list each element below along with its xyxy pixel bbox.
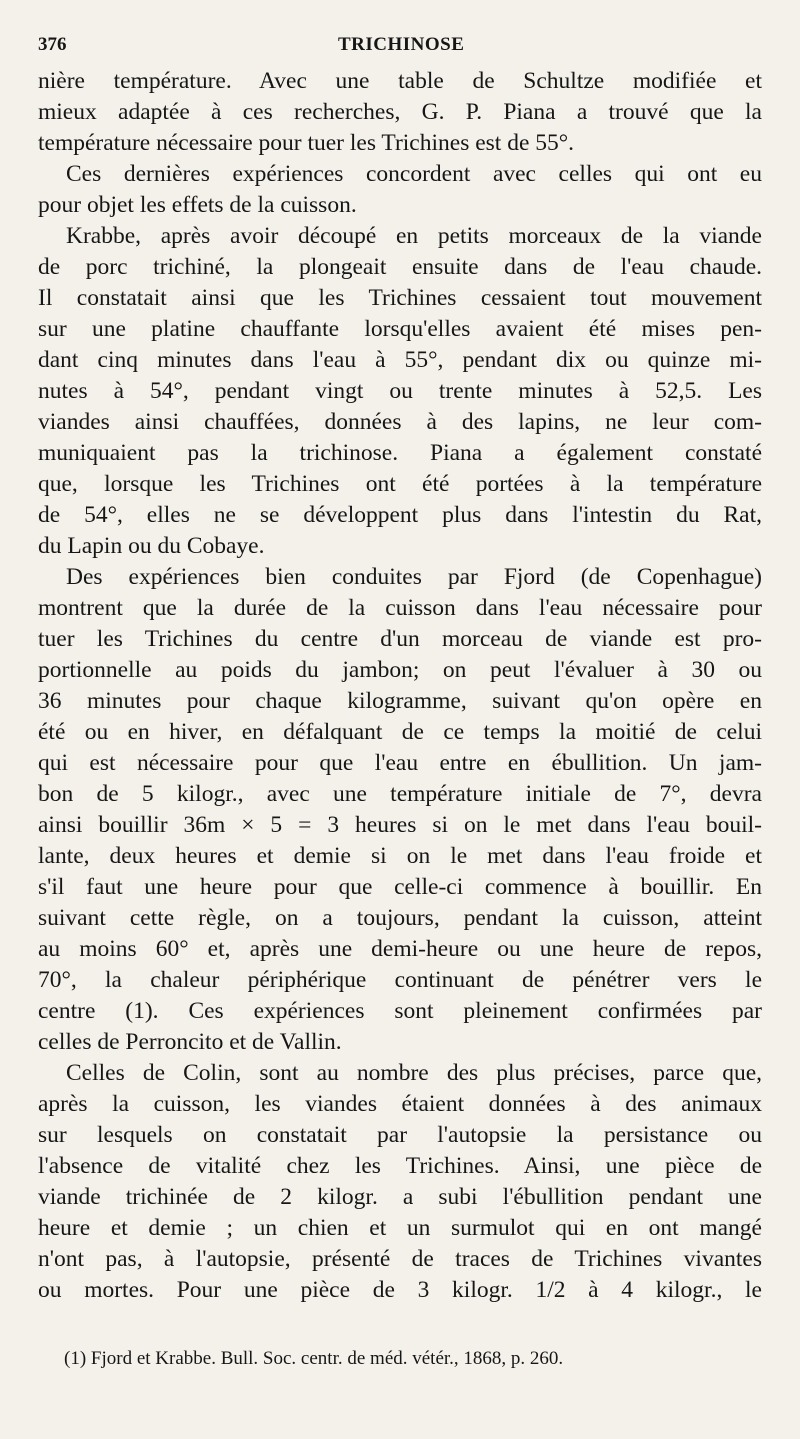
text-line: de porc trichiné, la plongeait ensuite dans de l'eau chaude. — [38, 254, 762, 280]
text-line: l'absence de vitalité chez les Trichines. Ainsi, une pièce de — [38, 1153, 762, 1179]
text-line: du Lapin ou du Cobaye. — [38, 533, 265, 559]
footnote: (1) Fjord et Krabbe. Bull. Soc. centr. de méd. vétér., 1868, p. 260. — [64, 1348, 564, 1369]
text-line: Il constatait ainsi que les Trichines cessaient tout mouvement — [38, 285, 762, 311]
text-line: Ces dernières expériences concordent avec celles qui ont eu — [66, 161, 762, 187]
text-line: été ou en hiver, en défalquant de ce temps la moitié de celui — [38, 719, 762, 745]
text-line: 36 minutes pour chaque kilogramme, suivant qu'on opère en — [38, 688, 762, 714]
text-line: lante, deux heures et demie si on le met dans l'eau froide et — [38, 843, 762, 869]
running-title: TRICHINOSE — [338, 34, 465, 55]
text-line: au moins 60° et, après une demi-heure ou une heure de repos, — [38, 936, 762, 962]
page-number: 376 — [38, 34, 67, 55]
text-line: Celles de Colin, sont au nombre des plus précises, parce que, — [66, 1060, 762, 1086]
text-line: portionnelle au poids du jambon; on peut l'évaluer à 30 ou — [38, 657, 762, 683]
text-line: s'il faut une heure pour que celle-ci commence à bouillir. En — [38, 874, 762, 900]
text-line: dant cinq minutes dans l'eau à 55°, pendant dix ou quinze mi- — [38, 347, 762, 373]
text-line: ou mortes. Pour une pièce de 3 kilogr. 1/2 à 4 kilogr., le — [38, 1277, 762, 1303]
text-line: sur lesquels on constatait par l'autopsie la persistance ou — [38, 1122, 762, 1148]
text-line: nière température. Avec une table de Schultze modifiée et — [38, 68, 762, 94]
text-line: de 54°, elles ne se développent plus dans l'intestin du Rat, — [38, 502, 762, 528]
text-line: muniquaient pas la trichinose. Piana a également constaté — [38, 440, 762, 466]
text-line: pour objet les effets de la cuisson. — [38, 192, 357, 218]
body-text — [38, 66, 762, 1306]
text-line: heure et demie ; un chien et un surmulot qui en ont mangé — [38, 1215, 762, 1241]
text-line: qui est nécessaire pour que l'eau entre en ébullition. Un jam- — [38, 750, 762, 776]
text-line: viandes ainsi chauffées, données à des lapins, ne leur com- — [38, 409, 762, 435]
text-line: viande trichinée de 2 kilogr. a subi l'ébullition pendant une — [38, 1184, 762, 1210]
text-line: n'ont pas, à l'autopsie, présenté de traces de Trichines vivantes — [38, 1246, 762, 1272]
text-line: Des expériences bien conduites par Fjord (de Copenhague) — [66, 564, 762, 590]
page-header — [38, 34, 762, 60]
text-line: après la cuisson, les viandes étaient données à des animaux — [38, 1091, 762, 1117]
text-line: mieux adaptée à ces recherches, G. P. Piana a trouvé que la — [38, 99, 762, 125]
text-line: 70°, la chaleur périphérique continuant de pénétrer vers le — [38, 967, 762, 993]
text-line: celles de Perroncito et de Vallin. — [38, 1029, 342, 1055]
text-line: température nécessaire pour tuer les Trichines est de 55°. — [38, 130, 575, 156]
text-line: ainsi bouillir 36m × 5 = 3 heures si on le met dans l'eau bouil- — [38, 812, 762, 838]
text-line: centre (1). Ces expériences sont pleinement confirmées par — [38, 998, 762, 1024]
text-line: que, lorsque les Trichines ont été portées à la température — [38, 471, 762, 497]
text-line: bon de 5 kilogr., avec une température initiale de 7°, devra — [38, 781, 762, 807]
text-line: suivant cette règle, on a toujours, pendant la cuisson, atteint — [38, 905, 762, 931]
text-line: sur une platine chauffante lorsqu'elles avaient été mises pen- — [38, 316, 762, 342]
text-line: montrent que la durée de la cuisson dans l'eau nécessaire pour — [38, 595, 762, 621]
text-line: tuer les Trichines du centre d'un morceau de viande est pro- — [38, 626, 762, 652]
text-line: Krabbe, après avoir découpé en petits morceaux de la viande — [66, 223, 762, 249]
text-line: nutes à 54°, pendant vingt ou trente minutes à 52,5. Les — [38, 378, 762, 404]
